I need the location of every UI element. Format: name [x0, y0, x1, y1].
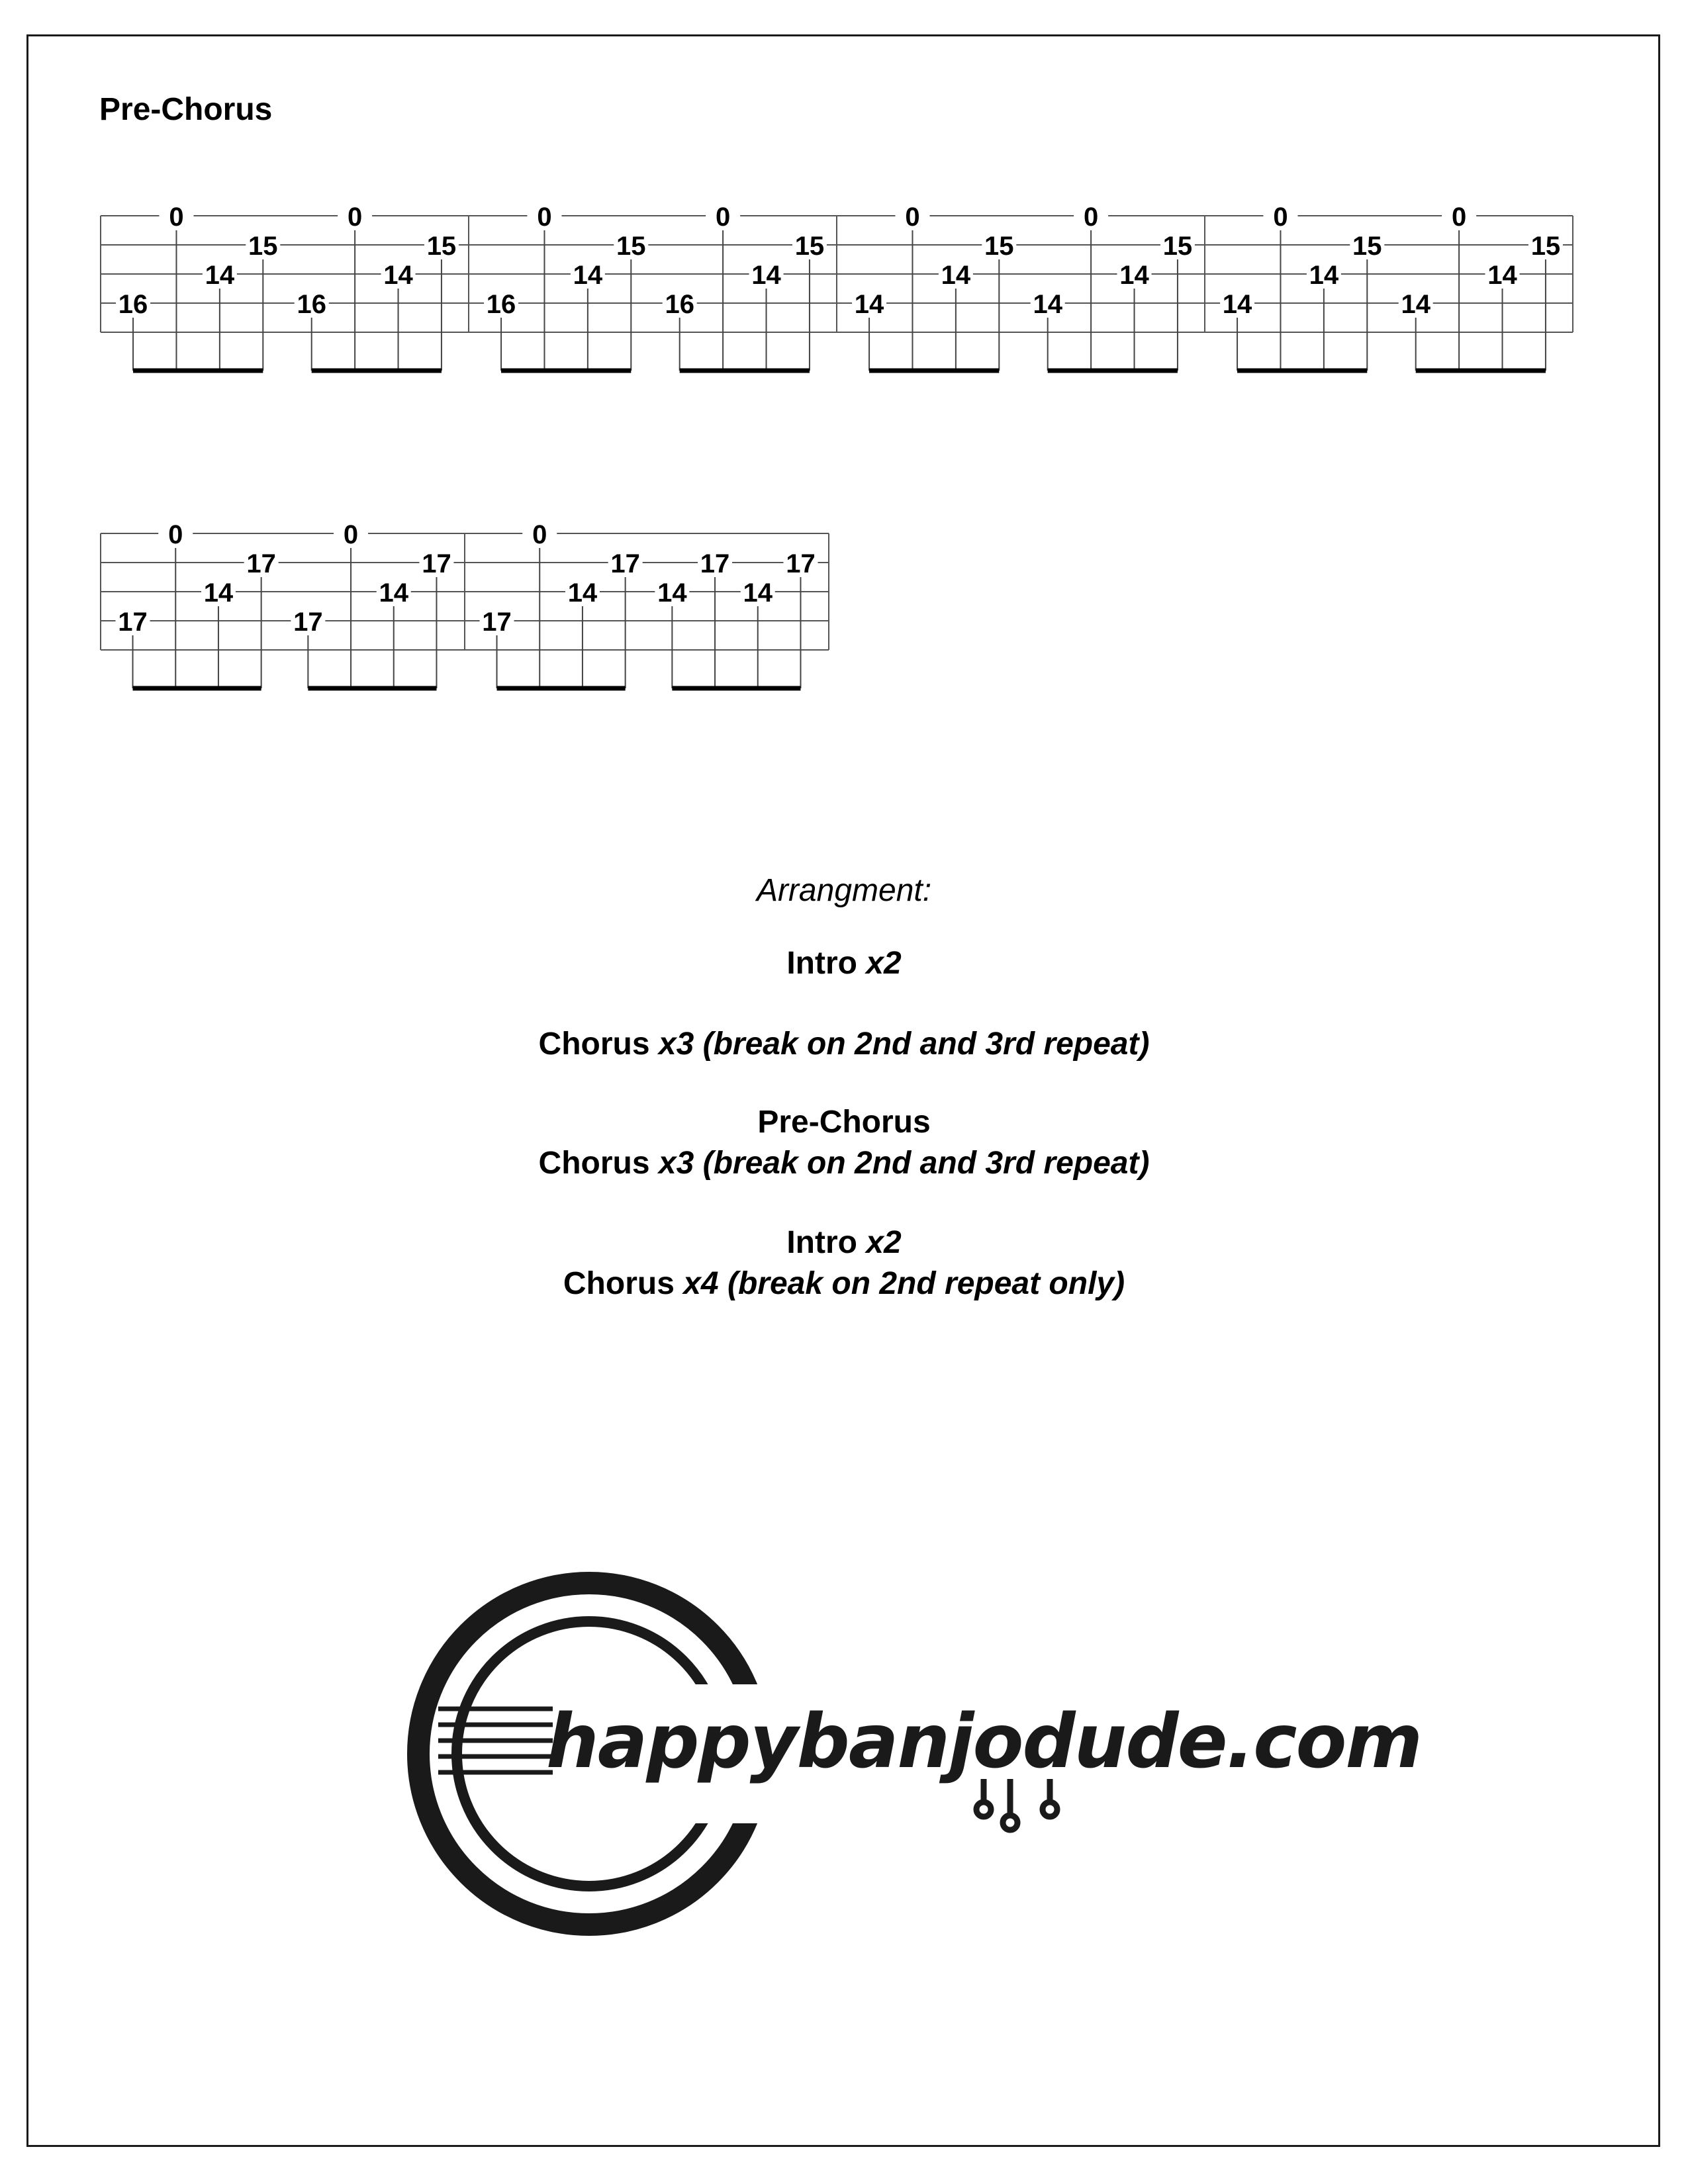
arrangement-repeat-count: x2	[866, 1225, 902, 1260]
arrangement-repeat-count: x3	[658, 1026, 694, 1062]
tab-fret-number: 17	[118, 608, 148, 637]
tab-fret-number: 14	[1487, 261, 1517, 290]
arrangement-note: (break on 2nd and 3rd repeat)	[702, 1146, 1150, 1181]
tab-fret-number: 0	[1451, 203, 1467, 232]
tab-fret-number: 14	[573, 261, 603, 290]
tab-fret-number: 15	[984, 232, 1014, 261]
tab-fret-number: 0	[343, 520, 359, 549]
arrangement-repeat-count: x4	[683, 1266, 719, 1301]
arrangement-line	[0, 1026, 1688, 1062]
tab-fret-number: 14	[743, 578, 773, 608]
arrangement-section-name: Pre-Chorus	[757, 1105, 931, 1140]
tab-fret-number: 0	[1273, 203, 1288, 232]
arrangement-note: (break on 2nd and 3rd repeat)	[702, 1026, 1150, 1062]
arrangement-heading: Arrangment:	[756, 873, 932, 908]
tab-fret-number: 17	[610, 549, 640, 578]
tab-fret-number: 15	[794, 232, 825, 261]
tab-fret-number: 17	[422, 549, 451, 578]
tab-fret-number: 14	[751, 261, 781, 290]
tab-fret-number: 15	[1352, 232, 1382, 261]
tab-fret-number: 14	[1033, 290, 1062, 319]
tab-fret-number: 0	[347, 203, 363, 232]
tab-fret-number: 0	[532, 520, 547, 549]
tab-fret-number: 14	[1309, 261, 1339, 290]
tab-staff-row-2	[0, 0, 1688, 794]
tab-fret-number: 16	[118, 290, 148, 319]
happybanjodude-logo	[410, 1569, 1422, 1939]
tab-fret-number: 16	[665, 290, 694, 319]
arrangement-note: (break on 2nd repeat only)	[727, 1266, 1125, 1301]
arrangement-line	[0, 1265, 1688, 1302]
tab-fret-number: 15	[1162, 232, 1193, 261]
tab-fret-number: 14	[657, 578, 687, 608]
tab-fret-number: 14	[567, 578, 598, 608]
tab-fret-number: 16	[486, 290, 516, 319]
arrangement-repeat-count: x2	[866, 946, 902, 981]
arrangement-line	[0, 945, 1688, 981]
tab-fret-number: 17	[786, 549, 816, 578]
tab-fret-number: 14	[941, 261, 971, 290]
tab-fret-number: 16	[297, 290, 326, 319]
arrangement-section-name: Chorus	[563, 1266, 675, 1301]
arrangement-section-name: Intro	[786, 1225, 857, 1260]
arrangement-section-name: Chorus	[538, 1026, 650, 1062]
tab-fret-number: 14	[1119, 261, 1149, 290]
arrangement-repeat-count: x3	[658, 1146, 694, 1181]
tab-fret-number: 14	[203, 578, 234, 608]
tab-fret-number: 0	[537, 203, 552, 232]
tab-fret-number: 17	[482, 608, 512, 637]
tab-fret-number: 14	[854, 290, 884, 319]
tab-fret-number: 0	[1083, 203, 1099, 232]
logo-wordmark: happybanjodude.com	[546, 1699, 1422, 1785]
tab-fret-number: 15	[426, 232, 457, 261]
tab-fret-number: 17	[700, 549, 730, 578]
tab-fret-number: 0	[715, 203, 731, 232]
tab-fret-number: 0	[168, 520, 183, 549]
tab-fret-number: 14	[205, 261, 235, 290]
tab-fret-number: 15	[248, 232, 278, 261]
tab-fret-number: 15	[1530, 232, 1561, 261]
tab-fret-number: 14	[1401, 290, 1430, 319]
tab-fret-number: 17	[246, 549, 276, 578]
tab-fret-number: 0	[905, 203, 920, 232]
arrangement-section-name: Intro	[786, 946, 857, 981]
tab-fret-number: 15	[616, 232, 646, 261]
arrangement-line	[0, 1104, 1688, 1140]
tab-fret-number: 17	[293, 608, 323, 637]
tab-fret-number: 14	[379, 578, 409, 608]
tab-fret-number: 14	[383, 261, 413, 290]
arrangement-line	[0, 1224, 1688, 1261]
arrangement-section-name: Chorus	[538, 1146, 650, 1181]
arrangement-line	[0, 1145, 1688, 1181]
tab-fret-number: 14	[1222, 290, 1252, 319]
section-title: Pre-Chorus	[99, 92, 273, 127]
tab-fret-number: 0	[169, 203, 184, 232]
